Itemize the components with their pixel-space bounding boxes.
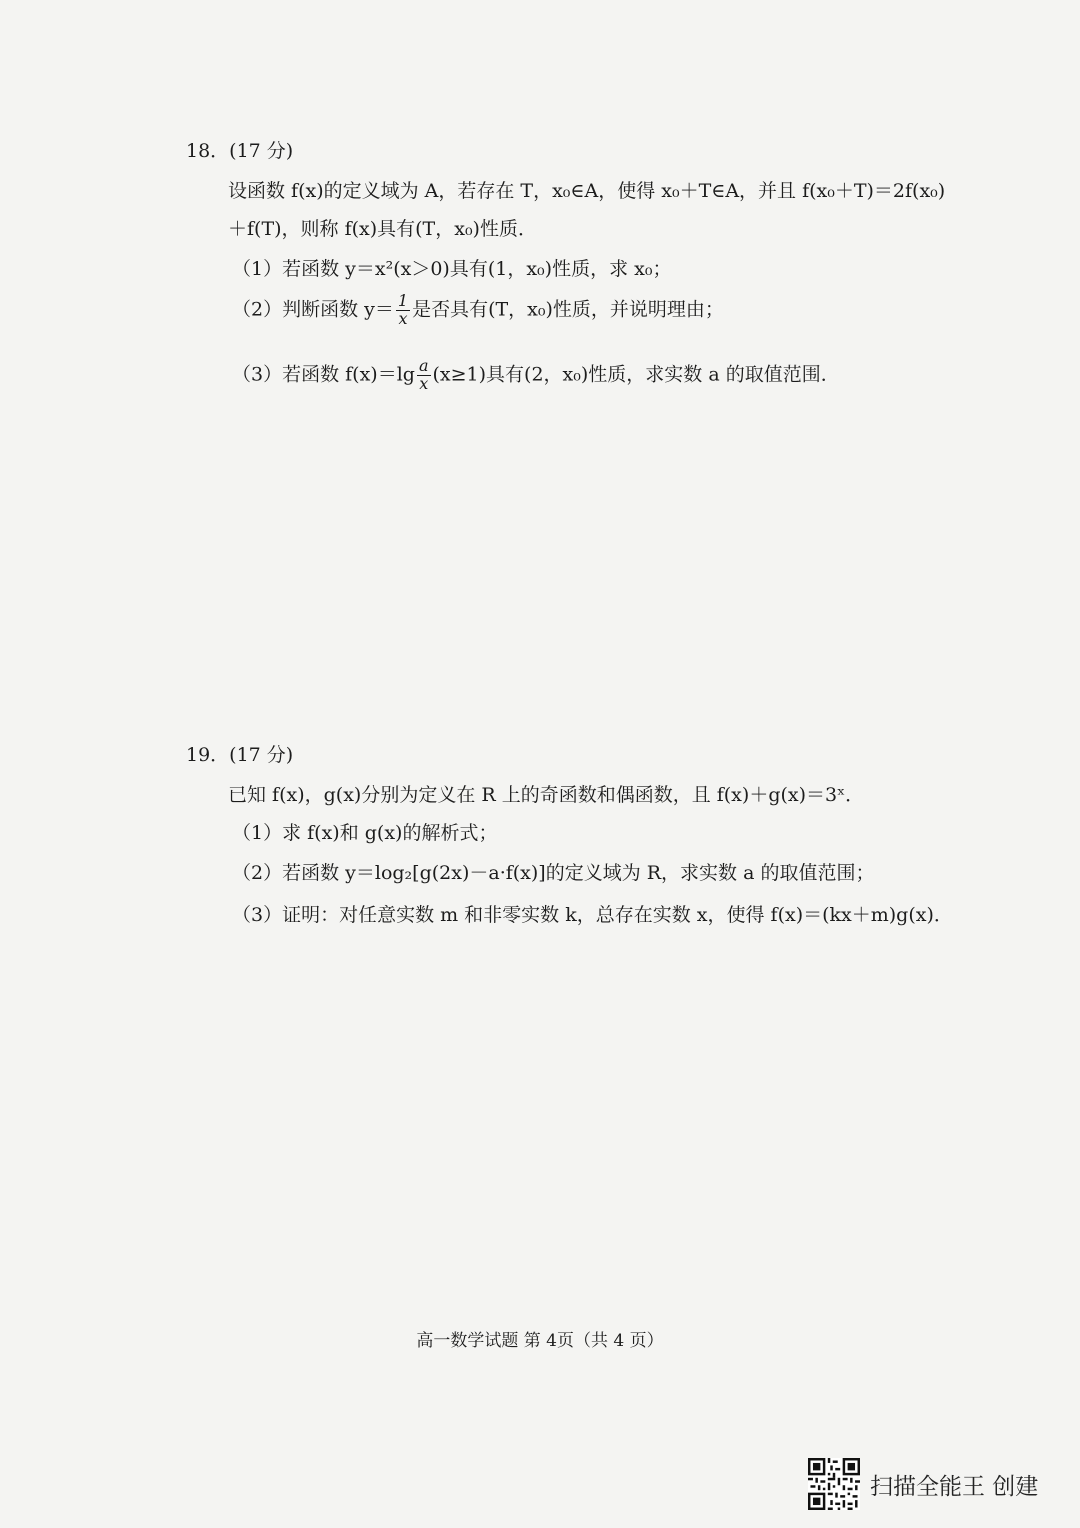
fraction-numerator: a <box>418 356 429 375</box>
q19-stem: 已知 f(x)，g(x)分别为定义在 R 上的奇函数和偶函数，且 f(x)＋g(x)＝3ˣ． <box>228 784 865 806</box>
q19-heading: 19．(17 分) <box>186 744 294 766</box>
q18-heading: 18．(17 分) <box>186 140 294 162</box>
qr-code-icon <box>808 1458 860 1510</box>
q18-part3-fraction <box>417 358 431 393</box>
page-footer: 高一数学试题 第 4页（共 4 页） <box>416 1331 664 1351</box>
q18-part2 <box>232 293 724 328</box>
q18-part3-suffix: (x≥1)具有(2，x₀)性质，求实数 a 的取值范围． <box>432 363 840 386</box>
q19-part2: （2）若函数 y＝log₂[g(2x)－a·f(x)]的定义域为 R，求实数 a 的取值范围； <box>232 862 875 884</box>
fraction-denominator: x <box>419 373 429 393</box>
q19-part3: （3）证明：对任意实数 m 和非零实数 k，总存在实数 x，使得 f(x)＝(kx＋m)g(x)． <box>232 904 953 926</box>
q18-part2-prefix: （2）判断函数 y＝ <box>232 298 394 321</box>
fraction-numerator: 1 <box>397 291 409 310</box>
q18-part1: （1）若函数 y＝x²(x＞0)具有(1，x₀)性质，求 x₀； <box>232 258 672 280</box>
fraction-denominator: x <box>398 308 408 328</box>
q18-stem-line1: 设函数 f(x)的定义域为 A，若存在 T，x₀∈A，使得 x₀＋T∈A，并且 f(x₀＋T)＝2f(x₀) <box>228 180 946 202</box>
q18-part2-suffix: 是否具有(T，x₀)性质，并说明理由； <box>412 298 724 321</box>
q19-part1: （1）求 f(x)和 g(x)的解析式； <box>232 822 498 844</box>
q18-stem-line2: ＋f(T)，则称 f(x)具有(T，x₀)性质． <box>228 218 537 240</box>
q18-part3 <box>232 358 840 393</box>
q18-part2-fraction <box>396 293 410 328</box>
q18-part3-prefix: （3）若函数 f(x)＝lg <box>232 363 415 386</box>
watermark-text: 扫描全能王 创建 <box>870 1474 1039 1500</box>
scanner-watermark <box>808 1458 1058 1514</box>
